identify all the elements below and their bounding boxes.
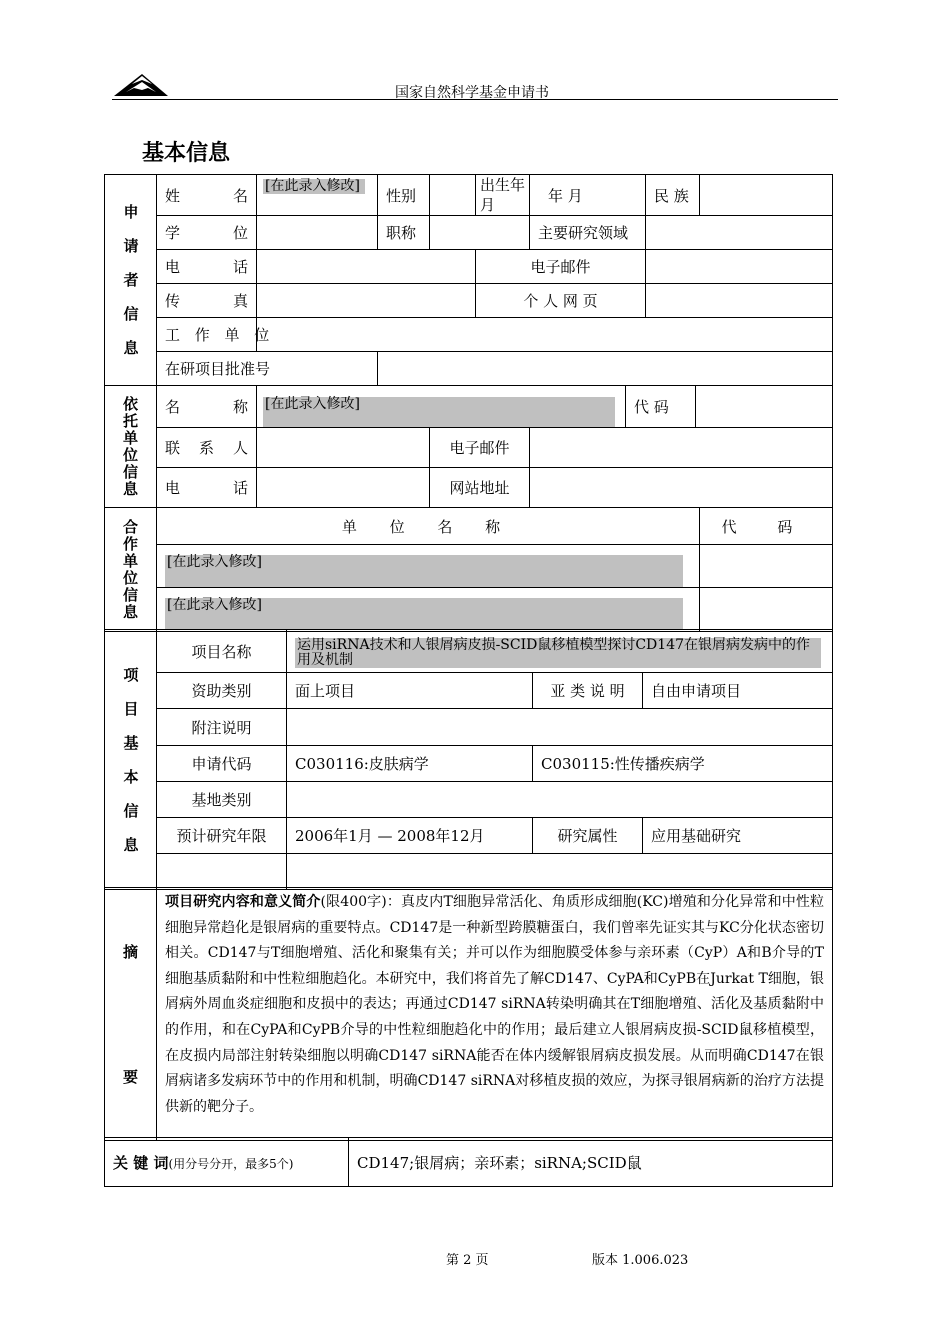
host-email-label: 电子邮件 (430, 428, 530, 468)
nsfc-logo-icon (112, 70, 170, 98)
site-label: 网站地址 (430, 468, 530, 508)
keywords-value[interactable]: CD147;银屑病；亲环素；siRNA;SCID鼠 (349, 1138, 833, 1187)
note-label: 附注说明 (157, 709, 287, 746)
birth-label: 出生年月 (476, 175, 530, 216)
degree-field[interactable] (257, 216, 378, 250)
header-title: 国家自然科学基金申请书 (395, 85, 549, 101)
abstract-limit: (限400字)： (320, 894, 402, 910)
site-field[interactable] (530, 468, 833, 508)
partner-row-1-code[interactable] (700, 545, 833, 588)
section-title: 基本信息 (142, 141, 231, 166)
host-name-label: 名 称 (165, 398, 248, 416)
host-table (104, 385, 833, 508)
applicant-section-label: 申请者信息 (105, 175, 157, 386)
project-name-label: 项目名称 (157, 630, 287, 673)
fax-field[interactable] (257, 284, 476, 318)
applicant-table (104, 174, 833, 386)
abstract-heading: 项目研究内容和意义简介 (165, 894, 321, 910)
attr-value[interactable]: 应用基础研究 (643, 818, 833, 854)
note-field[interactable] (287, 709, 833, 746)
gender-field[interactable] (430, 175, 476, 216)
ethnic-label: 民 族 (646, 175, 700, 216)
org-label: 工 作 单 位 (157, 318, 257, 352)
partner-row-2[interactable]: [在此录入修改] (157, 588, 700, 632)
ethnic-field[interactable] (700, 175, 833, 216)
header-rule (112, 99, 838, 100)
field-label: 主要研究领域 (530, 216, 646, 250)
host-section-label: 依托单位信息 (105, 386, 157, 508)
web-label: 个 人 网 页 (476, 284, 646, 318)
abstract-body: 真皮内T细胞异常活化、角质形成细胞(KC)增殖和分化异常和中性粒细胞异常趋化是银屑病的重要特点。CD147是一种新型跨膜糖蛋白，我们曾率先证实其与KC分化状态密切相关。CD147与T细胞增殖、活化和聚集有关；并可以作为细胞膜受体参与亲环素（CyP）A和B介导的T细胞基质黏附和中性粒细胞趋化。本研究中，我们将首先了解CD147、CyPA和CyPB在Jurkat T细胞，银屑病外周血炎症细胞和皮损中的表达；再通过CD147 siRNA转染明确其在T细胞增殖、活化及基质黏附中的作用，和在CyPA和CyPB介导的中性粒细胞趋化中的作用；最后建立人银屑病皮损-SCID鼠移植模型，在皮损内局部注射转染细胞以明确CD147 siRNA能否在体内缓解银屑病皮损发展。从而明确CD147在银屑病诸多发病环节中的作用和机制，明确CD147 siRNA对移植皮损的效应，为探寻银屑病新的治疗方法提供新的靶分子。 (165, 894, 824, 1115)
code-label: 申请代码 (157, 746, 287, 782)
subclass-label: 亚 类 说 明 (533, 673, 643, 709)
project-section-label: 项目基本信息 (105, 630, 157, 890)
funding-value[interactable]: 面上项目 (287, 673, 533, 709)
keywords-hint: (用分号分开，最多5个) (168, 1156, 294, 1171)
partner-section-label: 合作单位信息 (105, 508, 157, 632)
host-phone-field[interactable] (257, 468, 430, 508)
host-code-label: 代 码 (626, 386, 696, 428)
grant-label: 在研项目批准号 (157, 352, 378, 386)
field-field[interactable] (646, 216, 833, 250)
name-field[interactable]: [在此录入修改] (257, 175, 378, 216)
degree-label: 学 位 (165, 224, 248, 242)
phone-label: 电 话 (165, 258, 248, 276)
partner-table (104, 507, 833, 632)
attr-label: 研究属性 (533, 818, 643, 854)
phone-field[interactable] (257, 250, 476, 284)
page-number: 第 2 页 (446, 1253, 489, 1268)
title-field[interactable] (430, 216, 530, 250)
extra-field[interactable] (287, 854, 833, 890)
abstract-text[interactable] (157, 888, 833, 1141)
org-field[interactable] (257, 318, 833, 352)
project-table (104, 629, 833, 890)
birth-field[interactable]: 年 月 (530, 175, 646, 216)
title-label: 职称 (378, 216, 430, 250)
base-field[interactable] (287, 782, 833, 818)
name-label: 姓 名 (165, 186, 248, 205)
partner-code-header: 代 码 (700, 508, 833, 545)
fax-label: 传 真 (165, 292, 248, 310)
project-name-field[interactable]: 运用siRNA技术和人银屑病皮损-SCID鼠移植模型探讨CD147在银屑病发病中的作用及机制 (287, 630, 833, 673)
base-label: 基地类别 (157, 782, 287, 818)
subclass-value[interactable]: 自由申请项目 (643, 673, 833, 709)
keywords-label: 关 键 词 (113, 1153, 169, 1172)
contact-label: 联 系 人 (165, 439, 248, 457)
funding-label: 资助类别 (157, 673, 287, 709)
host-email-field[interactable] (530, 428, 833, 468)
gender-label: 性别 (378, 175, 430, 216)
contact-field[interactable] (257, 428, 430, 468)
abstract-table (104, 887, 833, 1141)
version-label: 版本 1.006.023 (592, 1253, 689, 1268)
host-name-field[interactable]: [在此录入修改] (257, 386, 626, 428)
abstract-section-label: 摘 要 (105, 888, 157, 1141)
unit-name-header: 单 位 名 称 (157, 508, 700, 545)
grant-field[interactable] (378, 352, 833, 386)
partner-row-1[interactable]: [在此录入修改] (157, 545, 700, 588)
web-field[interactable] (646, 284, 833, 318)
code-2[interactable]: C030115:性传播疾病学 (533, 746, 833, 782)
code-1[interactable]: C030116:皮肤病学 (287, 746, 533, 782)
period-label: 预计研究年限 (157, 818, 287, 854)
email-label: 电子邮件 (476, 250, 646, 284)
keywords-table (104, 1137, 833, 1187)
email-field[interactable] (646, 250, 833, 284)
host-phone-label: 电 话 (165, 479, 248, 497)
keywords-label-cell (105, 1138, 349, 1187)
partner-row-2-code[interactable] (700, 588, 833, 632)
extra-label (157, 854, 287, 890)
host-code-field[interactable] (696, 386, 833, 428)
period-value[interactable]: 2006年1月 — 2008年12月 (287, 818, 533, 854)
